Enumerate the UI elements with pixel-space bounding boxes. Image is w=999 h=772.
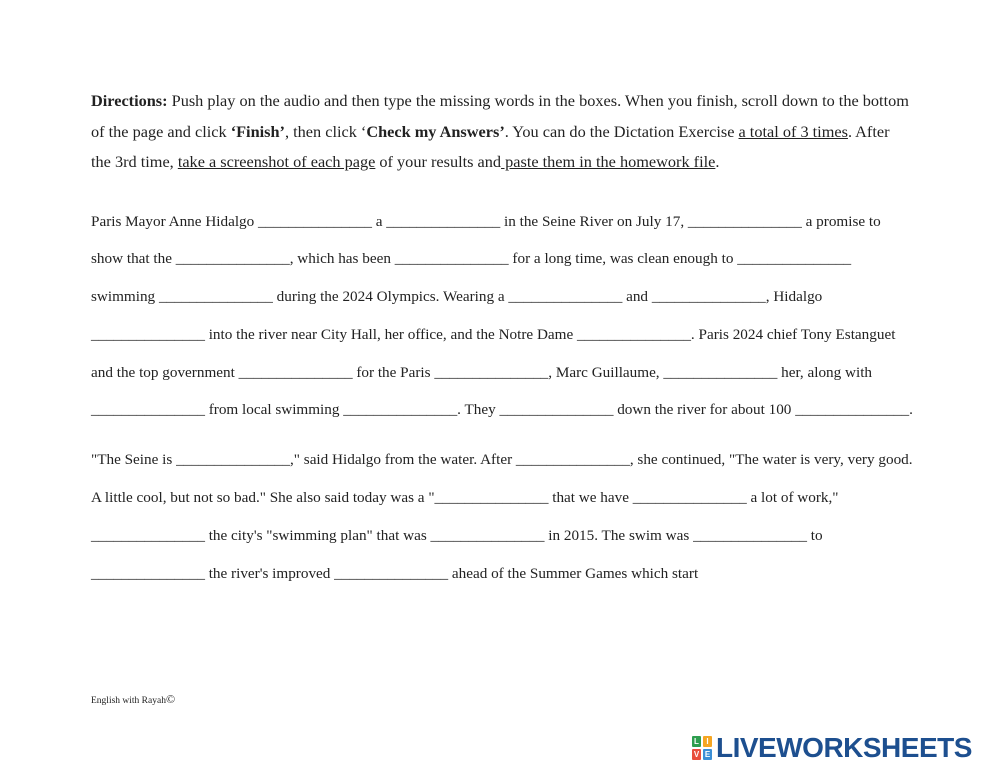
brand-name: LIVEWORKSHEETS xyxy=(716,732,972,763)
worksheet-page xyxy=(91,86,913,592)
logo-letter-e: E xyxy=(704,750,711,759)
directions-label: Directions: xyxy=(91,91,168,110)
text-segment: . Paris 2024 chief Tony Estanguet and the top government xyxy=(91,325,896,381)
text-segment: swimming xyxy=(91,288,159,306)
text-segment: , she continued, "The water is very, very good. A little cool, but not so bad." She also said today was a " xyxy=(91,451,913,507)
answer-blank-9[interactable]: _______________ xyxy=(651,288,766,306)
answer-blank-20[interactable]: _______________ xyxy=(515,451,630,469)
answer-blank-5[interactable]: _______________ xyxy=(394,250,509,268)
homework-file-note: paste them in the homework file xyxy=(501,152,716,171)
answer-blank-16[interactable]: _______________ xyxy=(343,401,458,419)
dictation-paragraph-2 xyxy=(91,441,913,592)
answer-blank-24[interactable]: _______________ xyxy=(430,526,545,544)
text-segment: during the 2024 Olympics. Wearing a xyxy=(272,288,509,306)
copyright-icon: © xyxy=(165,692,176,706)
logo-letter-v: V xyxy=(693,750,700,759)
answer-blank-11[interactable]: _______________ xyxy=(577,325,691,343)
text-segment: . They xyxy=(457,401,500,419)
logo-letter-l: L xyxy=(692,736,701,747)
text-segment: Paris Mayor Anne Hidalgo xyxy=(91,212,259,230)
answer-blank-26[interactable]: _______________ xyxy=(91,564,205,582)
text-segment: a lot of work," xyxy=(746,489,839,507)
footer-text: English with Rayah xyxy=(91,696,166,706)
footer-credit xyxy=(91,692,175,707)
text-segment: , Hidalgo xyxy=(765,288,823,306)
answer-blank-17[interactable]: _______________ xyxy=(499,401,614,419)
answer-blank-4[interactable]: _______________ xyxy=(175,250,290,268)
answer-blank-18[interactable]: _______________ xyxy=(795,401,910,419)
text-segment: for the Paris xyxy=(352,363,435,381)
answer-blank-21[interactable]: _______________ xyxy=(434,489,549,507)
text-segment: to xyxy=(806,526,823,544)
text-segment: for a long time, was clean enough to xyxy=(508,250,738,268)
logo-grid-icon xyxy=(692,736,712,760)
answer-blank-23[interactable]: _______________ xyxy=(91,526,205,544)
text-segment: "The Seine is xyxy=(91,451,177,469)
answer-blank-10[interactable]: _______________ xyxy=(91,325,205,343)
finish-keyword: ‘Finish’ xyxy=(230,121,285,141)
text-segment: , Marc Guillaume, xyxy=(548,363,664,381)
answer-blank-22[interactable]: _______________ xyxy=(632,489,747,507)
text-segment: a xyxy=(371,212,387,230)
directions-text: , then click ‘ xyxy=(284,121,367,141)
text-segment: the river's improved xyxy=(204,564,335,582)
answer-blank-19[interactable]: _______________ xyxy=(176,451,290,469)
answer-blank-2[interactable]: _______________ xyxy=(386,212,501,230)
answer-blank-3[interactable]: _______________ xyxy=(687,212,802,230)
directions-text: of your results and xyxy=(375,152,502,171)
dictation-paragraph-1 xyxy=(91,203,913,430)
text-segment: in 2015. The swim was xyxy=(544,526,694,544)
text-segment: ahead of the Summer Games which start xyxy=(448,564,699,582)
text-segment: a promise to show that the xyxy=(91,212,881,268)
directions-text: . After the 3rd time, xyxy=(91,121,890,171)
liveworksheets-logo[interactable] xyxy=(692,731,972,765)
text-segment: the city's "swimming plan" that was xyxy=(204,526,431,544)
text-segment: and xyxy=(622,288,652,306)
answer-blank-25[interactable]: _______________ xyxy=(693,526,807,544)
directions-text: . You can do the Dictation Exercise xyxy=(504,121,739,141)
directions-text: Push play on the audio and then type the missing words in the boxes. When you finish, scroll down to the bottom of the page and click xyxy=(91,91,909,141)
total-times-note: a total of 3 times xyxy=(738,121,848,141)
logo-letter-i: I xyxy=(703,736,712,747)
text-segment: her, along with xyxy=(777,363,873,381)
answer-blank-1[interactable]: _______________ xyxy=(258,212,372,230)
text-segment: in the Seine River on July 17, xyxy=(500,212,688,230)
screenshot-note: take a screenshot of each page xyxy=(177,152,376,171)
answer-blank-8[interactable]: _______________ xyxy=(508,288,623,306)
text-segment: down the river for about 100 xyxy=(613,401,796,419)
text-segment: , which has been xyxy=(289,250,395,268)
text-segment: from local swimming xyxy=(204,401,344,419)
text-segment: that we have xyxy=(548,489,633,507)
answer-blank-15[interactable]: _______________ xyxy=(91,401,205,419)
answer-blank-13[interactable]: _______________ xyxy=(434,363,549,381)
answer-blank-27[interactable]: _______________ xyxy=(334,564,449,582)
text-segment: . xyxy=(909,401,913,419)
answer-blank-6[interactable]: _______________ xyxy=(737,250,852,268)
text-segment: ," said Hidalgo from the water. After xyxy=(289,451,516,469)
answer-blank-12[interactable]: _______________ xyxy=(238,363,353,381)
directions-paragraph xyxy=(91,86,913,178)
answer-blank-14[interactable]: _______________ xyxy=(663,363,778,381)
check-answers-keyword: Check my Answers’ xyxy=(366,121,505,141)
answer-blank-7[interactable]: _______________ xyxy=(158,288,273,306)
text-segment: into the river near City Hall, her office, and the Notre Dame xyxy=(204,325,578,343)
directions-text: . xyxy=(715,152,720,171)
